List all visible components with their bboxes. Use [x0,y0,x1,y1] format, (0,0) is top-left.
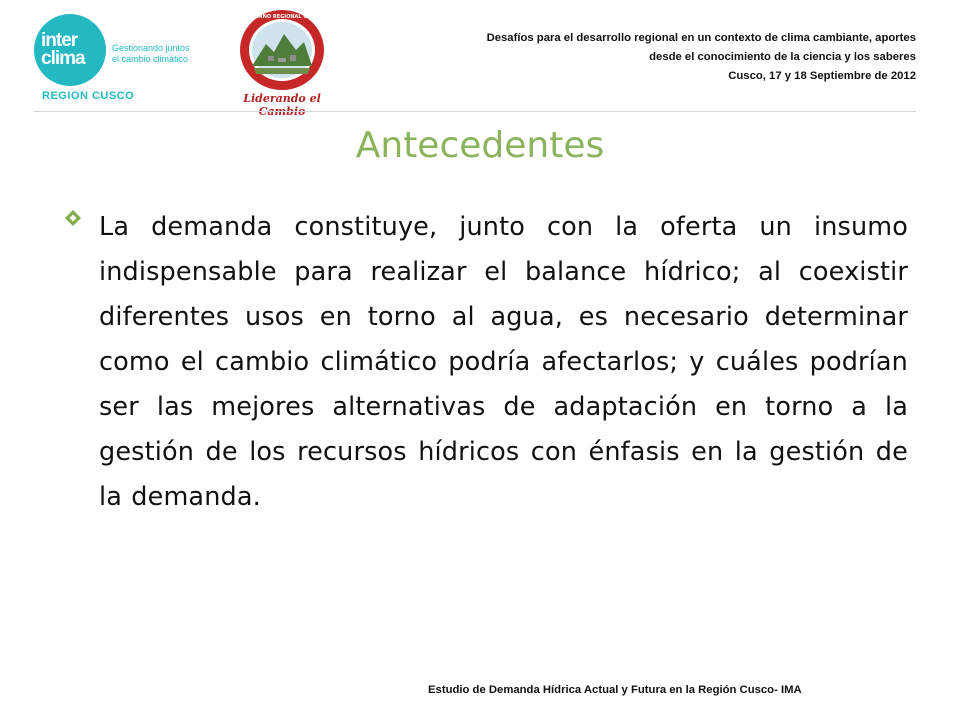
footer-text: Estudio de Demanda Hídrica Actual y Futura en la Región Cusco- IMA [428,684,802,696]
gobierno-regional-seal-icon [232,8,332,92]
bullet-paragraph: La demanda constituye, junto con la oferta un insumo indispensable para realizar el balance hídrico; al coexistir diferentes usos en torno al agua, es necesario determinar como el cambio climático podría afectarlos; y cuáles podrían ser las mejores alternativas de adaptación en torno a la gestión de los recursos hídricos con énfasis en la gestión de la demanda. [99,212,908,512]
interclima-logo [34,14,204,104]
event-header [336,29,916,86]
seal-ring-text: GOBIERNO REGIONAL CUSCO [241,14,323,20]
gobierno-regional-logo [222,8,342,118]
diamond-bullet-icon [64,209,82,227]
interclima-logo-word-inter: inter [41,30,78,51]
interclima-tagline-2: el cambio climático [112,54,189,64]
header-divider [34,111,916,112]
slide-title: Antecedentes [355,125,605,166]
event-line-1: Desafíos para el desarrollo regional en un contexto de clima cambiante, aportes [486,32,916,44]
event-line-2: desde el conocimiento de la ciencia y los saberes [649,51,916,63]
gobierno-motto: Liderando el Cambio [243,92,321,118]
interclima-tagline-1: Gestionando juntos [112,43,190,53]
event-line-3: Cusco, 17 y 18 Septiembre de 2012 [728,70,916,82]
region-label: REGION CUSCO [42,90,135,102]
interclima-logo-word-clima: clima [41,48,85,69]
